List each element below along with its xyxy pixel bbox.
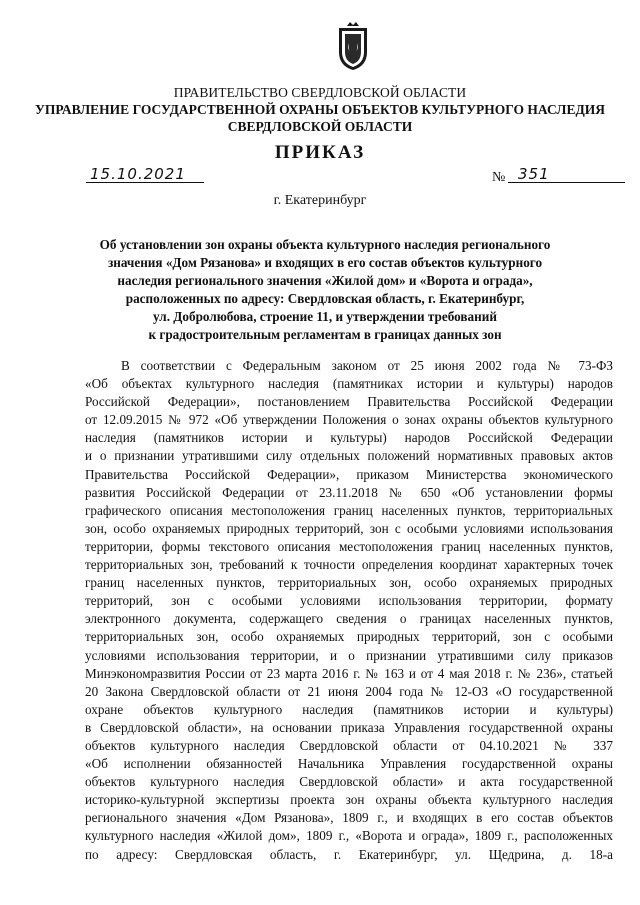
subject-line: расположенных по адресу: Свердловская область, г. Екатеринбург, bbox=[125, 291, 525, 306]
body-line: графического описания местоположения границ населенных пунктов, территориальных bbox=[85, 502, 613, 518]
city: г. Екатеринбург bbox=[273, 193, 367, 208]
document-type: ПРИКАЗ bbox=[274, 142, 366, 163]
body-line: и о признании утратившими силу отдельных положений нормативных правовых актов bbox=[85, 448, 613, 464]
document-body bbox=[85, 357, 613, 864]
body-line: В соответствии с Федеральным законом от 25 июня 2002 года № 73-ФЗ bbox=[121, 358, 613, 373]
body-line: территории, формы текстового описания местоположения границ населенных пунктов, bbox=[85, 538, 613, 554]
body-line: территорий, зон с особыми условиями использования территории, формату bbox=[85, 593, 613, 609]
body-line: зон, особо охраняемых природных территорий, зон с особыми условиями использования bbox=[85, 520, 613, 536]
body-line: объектов культурного наследия Свердловской области от 04.10.2021 № 337 bbox=[85, 737, 613, 753]
body-line: территориальных зон, требований к точности определения координат характерных точек bbox=[85, 557, 613, 573]
body-line: Правительства Российской Федерации», приказом Министерства экономического bbox=[85, 466, 613, 482]
body-line: объектов культурного наследия Свердловской области» и акта государственной bbox=[85, 774, 613, 790]
body-line: «Об объектах культурного наследия (памятниках истории и культуры) народов bbox=[85, 376, 613, 392]
body-line: наследия (памятников истории и культуры) народов Российской Федерации bbox=[85, 430, 613, 446]
document-subject bbox=[60, 236, 590, 344]
body-line: границ населенных пунктов, территориальных зон, особо охраняемых природных bbox=[85, 575, 613, 591]
subject-line: наследия регионального значения «Жилой дом» и «Ворота и ограда», bbox=[117, 273, 533, 288]
body-line: развития Российской Федерации от 23.11.2018 № 650 «Об установлении формы bbox=[85, 484, 613, 500]
body-line: 20 Закона Свердловской области от 21 июня 2004 года № 12-ОЗ «О государственной bbox=[85, 683, 613, 699]
body-line: регионального значения «Дом Рязанова», 1809 г., и входящих в его состав объектов bbox=[85, 810, 613, 826]
body-line: в Свердловской области», на основании приказа Управления государственной охраны bbox=[85, 719, 613, 735]
body-line: по адресу: Свердловская область, г. Екатеринбург, ул. Щедрина, д. 18-а bbox=[85, 846, 613, 862]
coat-of-arms-icon bbox=[336, 22, 370, 72]
body-line: Российской Федерации», постановлением Правительства Российской Федерации bbox=[85, 394, 613, 410]
department-name-line1: УПРАВЛЕНИЕ ГОСУДАРСТВЕННОЙ ОХРАНЫ ОБЪЕКТОВ КУЛЬТУРНОГО НАСЛЕДИЯ bbox=[34, 102, 606, 117]
subject-line: Об установлении зон охраны объекта культурного наследия регионального bbox=[99, 237, 551, 252]
body-line: «Об исполнении обязанностей Начальника Управления государственной охраны bbox=[85, 756, 613, 772]
body-line: охране объектов культурного наследия (памятников истории и культуры) bbox=[85, 701, 613, 717]
document-number: 351 bbox=[508, 166, 625, 183]
body-line: электронного документа, содержащего сведения о границах населенных пунктов, bbox=[85, 611, 613, 627]
body-line: территориальных зон, особо охраняемых природных территорий, зон с особыми bbox=[85, 629, 613, 645]
department-name-line2: СВЕРДЛОВСКОЙ ОБЛАСТИ bbox=[227, 119, 413, 134]
body-line: от 12.09.2015 № 972 «Об утверждении Положения о зонах охраны объектов культурного bbox=[85, 412, 613, 428]
department-name bbox=[0, 101, 640, 135]
subject-line: к градостроительным регламентам в границах данных зон bbox=[148, 327, 502, 342]
document-number-label: № bbox=[492, 170, 506, 185]
subject-line: ул. Добролюбова, строение 11, и утверждении требований bbox=[153, 309, 497, 324]
body-line: Минэкономразвития России от 23 марта 2016 г. № 163 и от 4 мая 2018 г. № 236», статьей bbox=[85, 665, 613, 681]
body-line: историко-культурной экспертизы проекта зон охраны объекта культурного наследия bbox=[85, 792, 613, 808]
body-line: культурного наследия «Жилой дом», 1809 г., «Ворота и ограда», 1809 г., расположенных bbox=[85, 828, 613, 844]
body-line: условиями использования территории, и о признании утратившими силу приказов bbox=[85, 647, 613, 663]
organization-name: ПРАВИТЕЛЬСТВО СВЕРДЛОВСКОЙ ОБЛАСТИ bbox=[173, 85, 467, 100]
subject-line: значения «Дом Рязанова» и входящих в его состав объектов культурного bbox=[107, 255, 543, 270]
document-date: 15.10.2021 bbox=[86, 166, 204, 183]
